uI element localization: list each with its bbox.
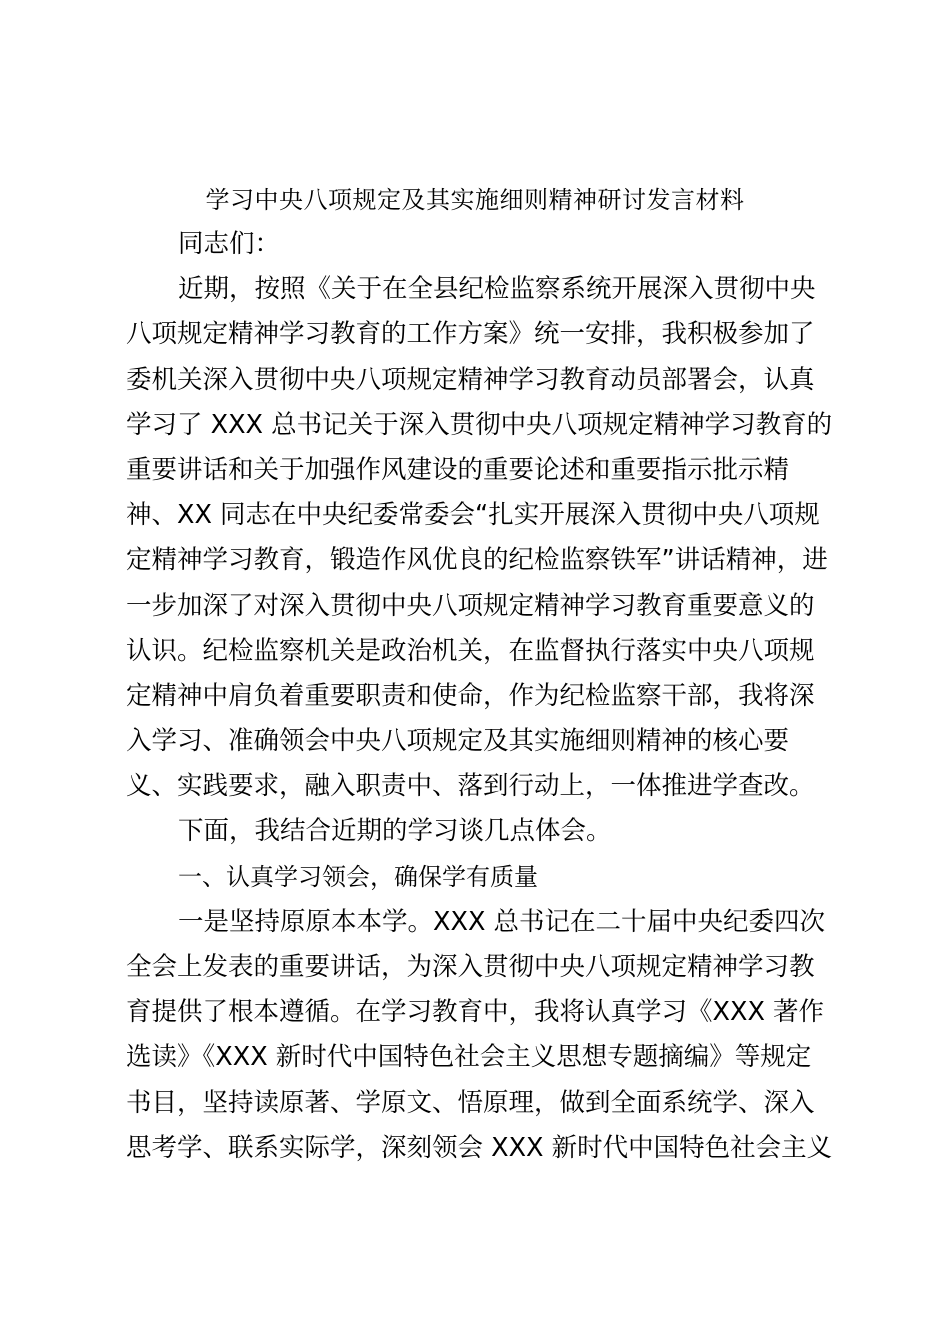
paragraph-line: 全会上发表的重要讲话，为深入贯彻中央八项规定精神学习教 [126, 952, 815, 982]
paragraph-line: 一是坚持原原本本学。XXX 总书记在二十届中央纪委四次 [178, 906, 826, 937]
paragraph-line: 近期，按照《关于在全县纪检监察系统开展深入贯彻中央 [178, 274, 816, 305]
paragraph-line: 定精神中肩负着重要职责和使命，作为纪检监察干部，我将深 [126, 680, 815, 711]
paragraph-line: 下面，我结合近期的学习谈几点体会。 [178, 816, 612, 847]
paragraph-line: 定精神学习教育，锻造作风优良的纪检监察铁军”讲话精神，进 [126, 545, 828, 576]
paragraph-line: 八项规定精神学习教育的工作方案》统一安排，我积极参加了 [126, 319, 815, 350]
salutation-line: 同志们： [178, 229, 281, 259]
document-title: 学习中央八项规定及其实施细则精神研讨发言材料 [205, 186, 745, 214]
paragraph-line: 委机关深入贯彻中央八项规定精神学习教育动员部署会，认真 [126, 364, 815, 395]
paragraph-line: 认识。纪检监察机关是政治机关，在监督执行落实中央八项规 [126, 635, 815, 666]
paragraph-line: 重要讲话和关于加强作风建设的重要论述和重要指示批示精 [126, 454, 790, 485]
paragraph-line: 一步加深了对深入贯彻中央八项规定精神学习教育重要意义的 [126, 590, 815, 621]
section-heading: 一、认真学习领会，确保学有质量 [178, 862, 538, 891]
paragraph-line: 书目，坚持读原著、学原文、悟原理，做到全面系统学、深入 [126, 1087, 815, 1118]
paragraph-line: 思考学、联系实际学，深刻领会 XXX 新时代中国特色社会主义 [126, 1132, 833, 1163]
paragraph-line: 选读》《XXX 新时代中国特色社会主义思想专题摘编》等规定 [126, 1042, 812, 1073]
paragraph-line: 学习了 XXX 总书记关于深入贯彻中央八项规定精神学习教育的 [126, 409, 833, 440]
paragraph-line: 义、实践要求，融入职责中、落到行动上，一体推进学查改。 [126, 771, 815, 802]
paragraph-line: 神、XX 同志在中央纪委常委会“扎实开展深入贯彻中央八项规 [126, 500, 820, 531]
paragraph-line: 入学习、准确领会中央八项规定及其实施细则精神的核心要 [126, 726, 790, 757]
paragraph-line: 育提供了根本遵循。在学习教育中，我将认真学习《XXX 著作 [126, 997, 825, 1028]
document-body [126, 222, 833, 1171]
